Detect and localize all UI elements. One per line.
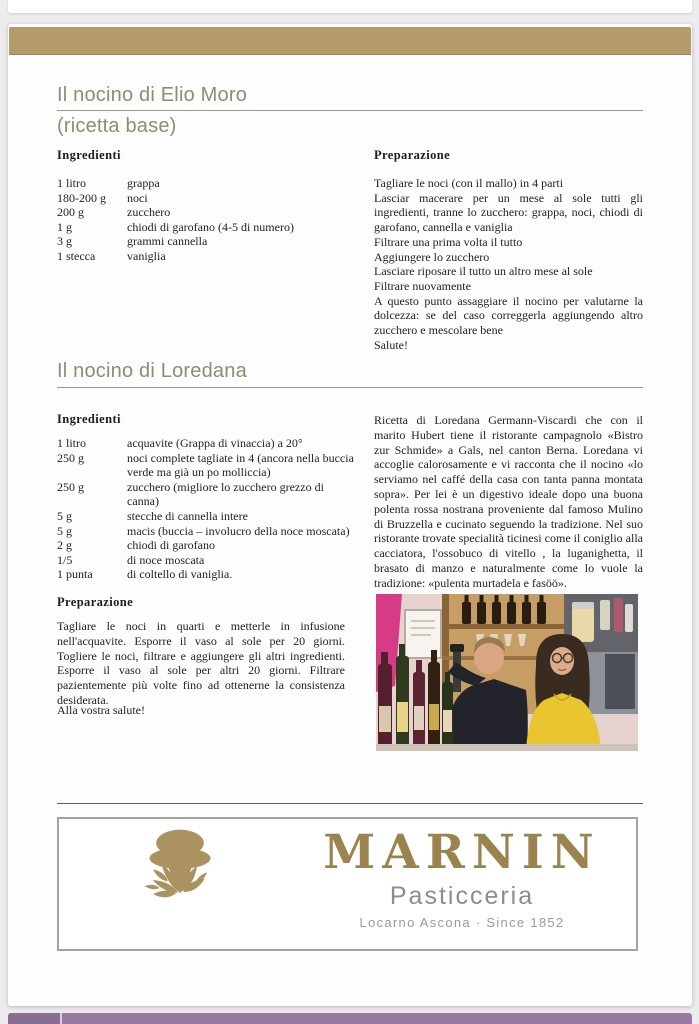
ingredient-row [57, 553, 357, 568]
ingredient-qty: 1/5 [57, 552, 73, 567]
ingredient-row [57, 176, 353, 191]
brand-tagline: Locarno Ascona · Since 1852 [359, 915, 565, 930]
brand-name: MARNIN [323, 825, 601, 880]
preparation-step: Aggiungere lo zucchero [374, 249, 490, 264]
restaurant-photo [376, 594, 638, 751]
ingredient-name: chiodi di garofano [127, 538, 215, 553]
ingredient-name: chiodi di garofano (4-5 di numero) [127, 219, 294, 234]
ingredient-name: grammi cannella [127, 234, 208, 249]
marnin-logo-box [57, 817, 638, 951]
recipe2-preparation-paragraph: Tagliare le noci in quarti e metterle in infusione nell'acquavite. Esporre il vaso al sole per 20 giorni. Togliere le noci, filtrare e aggiungere gli altri ingredienti. Esporre il vaso al sole per altri 20 giorni. Filtrare pazientemente più volte fino ad ottenerne la consistenza desiderata. [57, 619, 345, 707]
ingredient-row [57, 567, 357, 582]
recipe1-preparation-steps [374, 176, 643, 352]
ingredient-qty: 1 litro [57, 176, 86, 190]
thistle-logo-icon [117, 823, 243, 947]
brand-block [301, 827, 623, 931]
recipe2-ingredient-list [57, 436, 357, 582]
recipe1-title-rule [57, 110, 643, 111]
ingredient-qty: 2 g [57, 538, 72, 553]
ingredient-name: zucchero (migliore lo zucchero grezzo di canna) [127, 479, 324, 509]
ingredient-name: zucchero [127, 205, 171, 220]
ingredient-row [57, 436, 357, 451]
ingredient-row [57, 205, 353, 220]
ingredient-row [57, 524, 357, 539]
recipe2-title: Il nocino di Loredana [57, 360, 247, 382]
recipe2-preparation-heading: Preparazione [57, 595, 134, 609]
ingredient-qty: 3 g [57, 234, 72, 249]
ingredient-name: vaniglia [127, 248, 166, 263]
recipe2-story-paragraph: Ricetta di Loredana Germann-Viscardi che con il marito Hubert tiene il ristorante campagnolo «Bistro zur Schmide» a Gals, nel canton Berna. Loredana vi accoglie calorosamente e vi racconta che il nocino «lo serviamo nel caffé della casa con tanta panna montata sopra». Per lei è un digestivo ideale dopo una buona polenta rossa nostrana proveniente dal famoso Mulino di Bruzzella e cucinato seguendo la tradizione. Nel suo ristorante trovate specialità ticinesi come il coniglio alla cacciatora, l'ossobuco di vitello , la luganighetta, il brasato di manzo e naturalmente come lo vuole la tradizione: «pulenta murtadela e fasöö». [374, 413, 643, 590]
ingredient-row [57, 191, 353, 206]
ingredient-name: di noce moscata [127, 552, 205, 567]
ingredient-qty: 1 litro [57, 436, 86, 450]
preparation-step: Lasciare riposare il tutto un altro mese al sole [374, 264, 593, 279]
ingredient-qty: 250 g [57, 479, 84, 494]
ingredient-qty: 180-200 g [57, 190, 106, 205]
ingredient-row [57, 509, 357, 524]
ingredient-name: grappa [127, 176, 160, 190]
ingredient-name: stecche di cannella intere [127, 508, 248, 523]
ingredient-name: acquavite (Grappa di vinaccia) a 20° [127, 436, 303, 450]
ingredient-row [57, 249, 353, 264]
ingredient-row [57, 220, 353, 235]
recipe1-ingredient-list [57, 176, 353, 264]
preparation-step: Tagliare le noci (con il mallo) in 4 parti [374, 176, 564, 190]
ingredient-row [57, 234, 353, 249]
recipe1-preparation-heading: Preparazione [374, 148, 451, 162]
brand-type: Pasticceria [389, 882, 535, 910]
next-page-purple-bar [8, 1013, 692, 1024]
ingredient-qty: 1 punta [57, 567, 93, 582]
ingredient-name: noci [127, 190, 148, 205]
ingredient-qty: 5 g [57, 523, 72, 538]
recipe1-subtitle: (ricetta base) [57, 115, 177, 137]
page-header-gold-bar [9, 27, 691, 55]
recipe1-title: Il nocino di Elio Moro [57, 84, 248, 106]
ingredient-qty: 250 g [57, 450, 84, 465]
photo-illustration [376, 594, 638, 751]
purple-bar-left-segment [8, 1013, 60, 1024]
preparation-step: A questo punto assaggiare il nocino per valutarne la dolcezza: se del caso correggerla aggiungendo altro zucchero e mescolare bene [374, 293, 643, 338]
footer-rule [57, 803, 643, 804]
ingredient-qty: 200 g [57, 205, 84, 220]
preparation-step: Filtrare una prima volta il tutto [374, 234, 523, 249]
preparation-step: Filtrare nuovamente [374, 278, 471, 293]
ingredient-row [57, 451, 357, 480]
ingredient-name: noci complete tagliate in 4 (ancora nella buccia verde ma già un po molliccia) [127, 450, 354, 480]
previous-page-edge [8, 0, 692, 13]
preparation-step: Lasciar macerare per un mese al sole tutti gli ingredienti, tranne lo zucchero: grappa, noci, chiodi di garofano, cannella e vaniglia [374, 190, 643, 235]
document-page [8, 24, 692, 1006]
ingredient-name: macis (buccia – involucro della noce moscata) [127, 523, 350, 538]
ingredient-qty: 1 stecca [57, 248, 96, 263]
ingredient-row [57, 480, 357, 509]
ingredient-name: di coltello di vaniglia. [127, 567, 233, 582]
recipe2-ingredients-heading: Ingredienti [57, 412, 121, 426]
recipe2-toast-line: Alla vostra salute! [57, 703, 145, 717]
ingredient-qty: 5 g [57, 508, 72, 523]
ingredient-qty: 1 g [57, 219, 72, 234]
recipe1-ingredients-heading: Ingredienti [57, 148, 121, 162]
preparation-step: Salute! [374, 337, 408, 352]
ingredient-row [57, 538, 357, 553]
recipe2-title-rule [57, 387, 643, 388]
purple-bar-divider [60, 1013, 62, 1024]
